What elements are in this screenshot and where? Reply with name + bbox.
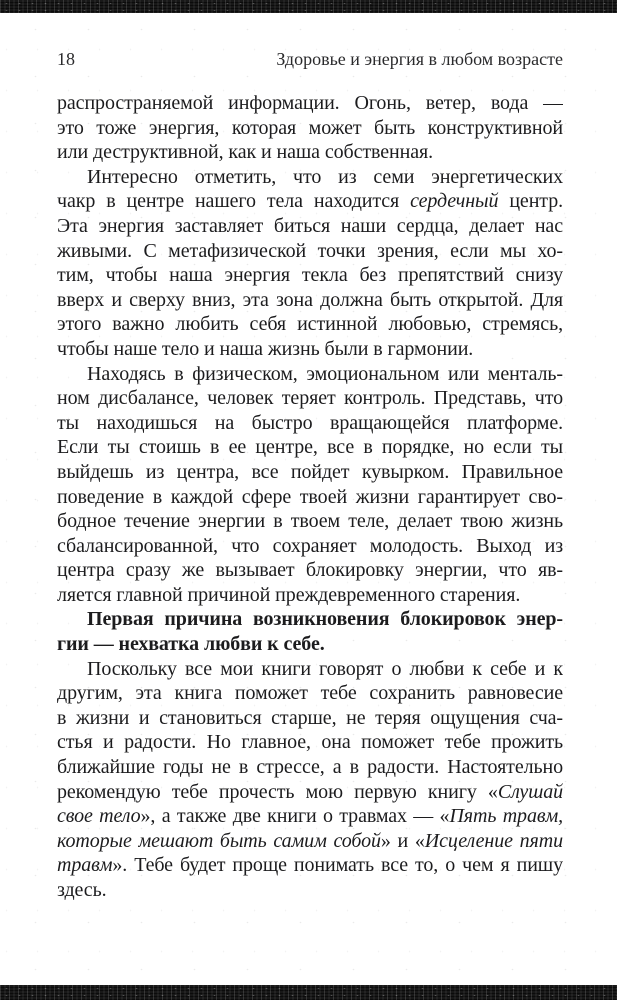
- text-line: [57, 780, 563, 805]
- text-run: этого важно любить себя истинной любовью, стремясь,: [57, 313, 563, 336]
- text-line: [57, 632, 563, 657]
- text-run: ты находишься на быстро вращающейся платформе.: [57, 411, 563, 434]
- text-run: выйдешь из центра, все пойдет кувырком. Правильное: [57, 460, 563, 483]
- text-line: [57, 558, 563, 583]
- text-line: [57, 534, 563, 559]
- text-line: [57, 91, 563, 116]
- bottom-noise-bar: [0, 985, 617, 1000]
- text-line: [57, 730, 563, 755]
- text-line: [57, 411, 563, 436]
- text-run: рекомендую тебе прочесть мою первую книгу «: [57, 780, 498, 803]
- text-run: ». Тебе будет проще понимать все то, о чем я пишу: [112, 854, 563, 877]
- italic-text-run: травм: [57, 854, 113, 877]
- text-run: тим, чтобы наша энергия текла без препятствий снизу: [57, 264, 563, 287]
- text-run: ляется главной причиной преждевременного старения.: [57, 583, 521, 606]
- text-run: сбалансированной, что сохраняет молодость. Выход из: [57, 534, 563, 557]
- text-line: [57, 706, 563, 731]
- text-run: распространяемой информации. Огонь, ветер, вода —: [57, 92, 563, 114]
- italic-text-run: сердечный: [410, 190, 499, 213]
- italic-text-run: которые мешают быть самим собой: [57, 829, 381, 852]
- text-line: [57, 189, 563, 214]
- running-head: [57, 50, 563, 69]
- text-line: [57, 509, 563, 534]
- italic-text-run: свое тело: [57, 805, 141, 828]
- text-line: [57, 263, 563, 288]
- text-run: Если ты стоишь в ее центре, все в порядке, но если ты: [57, 436, 563, 459]
- italic-text-run: Пять травм,: [449, 805, 563, 828]
- bold-text-run: гии — нехватка любви к себе.: [57, 633, 325, 656]
- text-run: стья и радости. Но главное, она поможет тебе прожить: [57, 731, 563, 754]
- text-run: чакр в центре нашего тела находится: [57, 190, 411, 213]
- body-text: [57, 91, 563, 903]
- page-content: [57, 0, 563, 903]
- text-run: бодное течение энергии в твоем теле, делает твою жизнь: [57, 510, 563, 533]
- text-run: Эта энергия заставляет биться наши сердца, делает нас: [57, 214, 563, 237]
- text-line: [57, 140, 563, 165]
- text-run: Поскольку все мои книги говорят о любви к себе и к: [87, 657, 563, 680]
- text-run: центра сразу же вызывает блокировку энергии, что яв-: [57, 559, 563, 582]
- text-run: чтобы наше тело и наша жизнь были в гармонии.: [57, 337, 474, 360]
- running-title: Здоровье и энергия в любом возрасте: [276, 49, 563, 69]
- text-run: Интересно отметить, что из семи энергетических: [87, 165, 563, 188]
- text-line: [57, 435, 563, 460]
- text-line: [57, 214, 563, 239]
- text-line: [57, 239, 563, 264]
- text-line: [57, 755, 563, 780]
- text-line: [57, 312, 563, 337]
- text-line: [57, 165, 563, 190]
- text-line: [57, 362, 563, 387]
- text-line: [57, 116, 563, 141]
- text-run: ближайшие годы не в стрессе, а в радости. Настоятельно: [57, 756, 563, 779]
- text-run: », а также две книги о травмах — «: [140, 805, 450, 828]
- text-line: [57, 460, 563, 485]
- text-line: [57, 607, 563, 632]
- bold-text-run: Первая причина возникновения блокировок энер-: [87, 608, 563, 631]
- text-run: это тоже энергия, которая может быть конструктивной: [57, 116, 563, 139]
- text-run: здесь.: [57, 879, 107, 901]
- text-run: ном дисбалансе, человек теряет контроль. Представь, что: [57, 387, 563, 410]
- text-run: живыми. С метафизической точки зрения, если мы хо-: [57, 239, 563, 262]
- text-run: в жизни и становиться старше, не теряя ощущения сча-: [57, 706, 563, 729]
- text-line: [57, 485, 563, 510]
- text-line: [57, 583, 563, 608]
- text-line: [57, 878, 563, 903]
- text-line: [57, 681, 563, 706]
- italic-text-run: Слушай: [497, 780, 563, 803]
- text-line: [57, 288, 563, 313]
- text-line: [57, 853, 563, 878]
- text-run: » и «: [380, 829, 425, 852]
- text-line: [57, 386, 563, 411]
- text-run: поведение в каждой сфере твоей жизни гарантирует сво-: [57, 485, 563, 508]
- text-line: [57, 657, 563, 682]
- text-line: [57, 804, 563, 829]
- text-run: другим, эта книга поможет тебе сохранить равновесие: [57, 682, 563, 705]
- italic-text-run: Исцеление пяти: [424, 829, 563, 852]
- text-line: [57, 337, 563, 362]
- text-line: [57, 829, 563, 854]
- text-run: или деструктивной, как и наша собственная.: [57, 141, 434, 164]
- text-run: вверх и сверху вниз, эта зона должна быть открытой. Для: [57, 288, 563, 311]
- page-number: 18: [57, 49, 75, 69]
- text-run: Находясь в физическом, эмоциональном или менталь-: [87, 362, 563, 385]
- text-run: центр.: [498, 190, 563, 213]
